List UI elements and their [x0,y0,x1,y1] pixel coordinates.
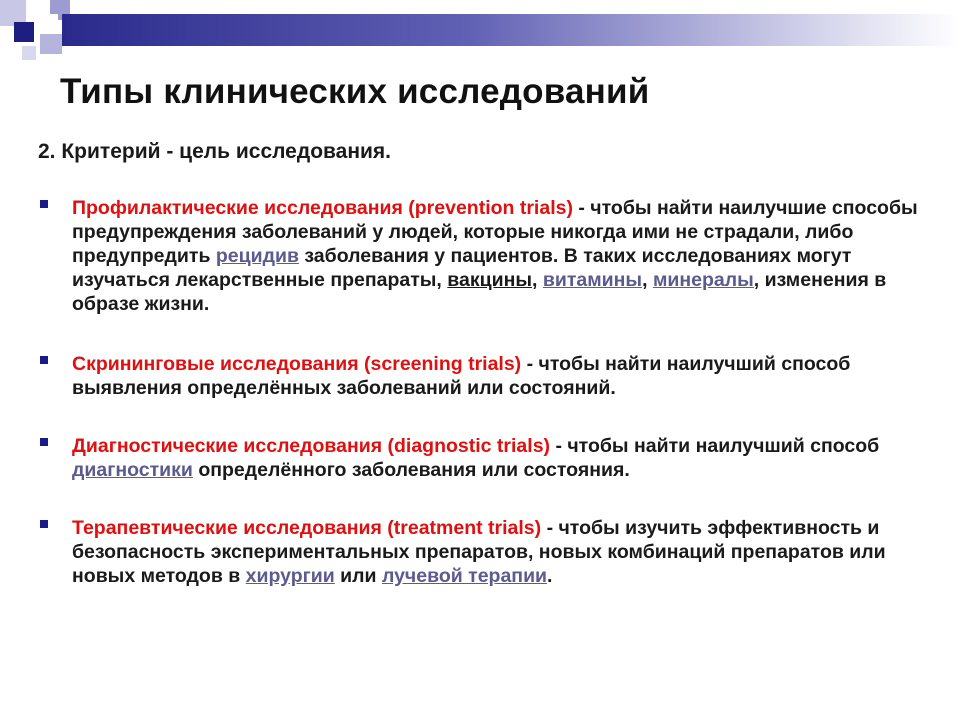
item-text: - чтобы найти наилучшие способы предупреждения заболеваний у людей, которые никогда ими не страдали, либо предупредить [72,197,918,267]
header-gradient-bar [62,14,960,46]
link-radiotherapy[interactable]: лучевой терапии [381,565,548,587]
link-relapse[interactable]: рецидив [215,245,299,267]
slide-title: Типы клинических исследований [60,72,650,111]
deco-square [40,34,62,54]
link-vitamins[interactable]: витамины [542,269,643,291]
square-bullet-icon [40,520,48,528]
item-text: . [547,565,553,587]
deco-square [26,0,50,14]
item-term: Диагностические исследования (diagnostic trials) [72,435,551,457]
item-term: Скрининговые исследования (screening trials) [72,353,522,375]
slide-subtitle: 2. Критерий - цель исследования. [38,140,392,163]
link-minerals[interactable]: минералы [652,269,754,291]
item-text: - чтобы найти наилучший способ выявления определённых заболеваний или состояний. [72,353,851,399]
list-item-screening [38,352,918,400]
item-text: , [532,269,543,291]
item-text: определённого заболевания или состояния. [192,459,630,481]
item-text: заболевания у пациентов. В таких исследованиях могут изучаться лекарственные препараты, [72,245,852,291]
link-surgery[interactable]: хирургии [245,565,335,587]
item-term: Терапевтические исследования (treatment trials) [72,517,542,539]
item-text: - чтобы изучить эффективность и безопасность экспериментальных препаратов, новых комбинаций препаратов или новых методов в [72,517,886,587]
deco-square [14,22,34,42]
item-term: Профилактические исследования (prevention trials) [72,197,573,219]
list-item-diagnostic [38,434,918,482]
square-bullet-icon [40,200,48,208]
item-text: , изменения в образе жизни. [72,269,887,315]
list-item-treatment [38,516,918,588]
deco-square [22,46,36,60]
link-vaccines[interactable]: вакцины [447,269,533,291]
item-text: , [642,269,653,291]
link-diagnostics[interactable]: диагностики [72,459,193,481]
square-bullet-icon [40,438,48,446]
item-text: - чтобы найти наилучший способ [550,435,880,457]
list-item-prevention [38,196,918,316]
square-bullet-icon [40,356,48,364]
bullet-list [38,196,918,588]
item-text: или [334,565,382,587]
